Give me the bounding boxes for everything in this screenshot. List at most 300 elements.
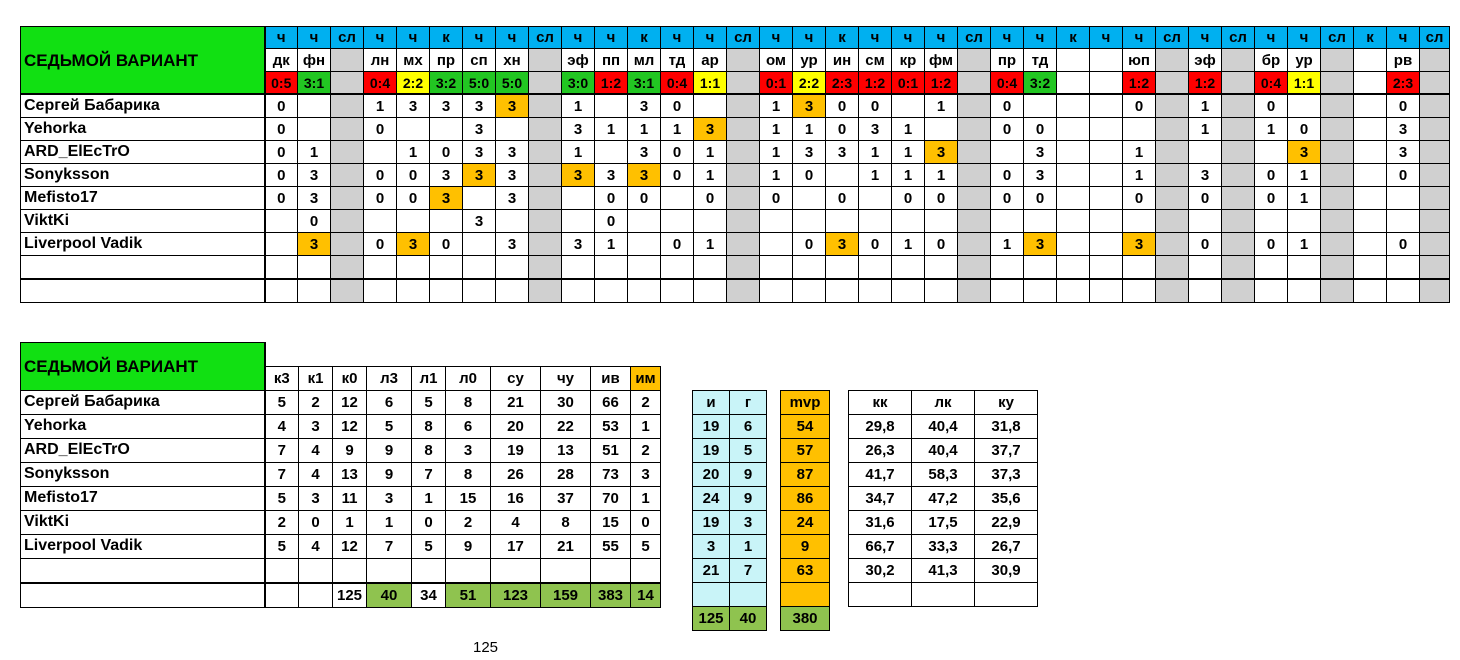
prediction-cell[interactable]: 0 (661, 233, 694, 256)
prediction-cell[interactable] (529, 233, 562, 256)
prediction-cell[interactable]: 0 (661, 94, 694, 118)
empty-cell[interactable] (1255, 256, 1288, 280)
prediction-cell[interactable]: 3 (496, 164, 529, 187)
prediction-cell[interactable] (397, 118, 430, 141)
empty-name-cell[interactable] (21, 279, 265, 303)
stat-cell[interactable]: 1 (333, 510, 367, 534)
prediction-cell[interactable]: 1 (298, 141, 331, 164)
empty-cell[interactable] (730, 583, 767, 607)
prediction-cell[interactable] (529, 164, 562, 187)
ig-cell[interactable]: 5 (730, 439, 767, 463)
prediction-cell[interactable]: 0 (1123, 94, 1156, 118)
prediction-cell[interactable]: 0 (595, 187, 628, 210)
prediction-cell[interactable]: 3 (496, 233, 529, 256)
prediction-cell[interactable] (265, 210, 298, 233)
stat-cell[interactable]: 8 (541, 510, 591, 534)
prediction-cell[interactable]: 3 (628, 94, 661, 118)
prediction-cell[interactable]: 1 (892, 141, 925, 164)
prediction-cell[interactable] (958, 187, 991, 210)
prediction-cell[interactable] (1288, 94, 1321, 118)
k-cell[interactable]: 40,4 (912, 415, 975, 439)
stat-cell[interactable]: 2 (265, 510, 299, 534)
empty-cell[interactable] (793, 279, 826, 303)
stat-cell[interactable]: 1 (631, 486, 661, 510)
stat-cell[interactable]: 20 (491, 414, 541, 438)
prediction-cell[interactable] (529, 118, 562, 141)
k-cell[interactable]: 33,3 (912, 535, 975, 559)
stat-cell[interactable]: 51 (591, 438, 631, 462)
prediction-cell[interactable] (694, 94, 727, 118)
empty-cell[interactable] (727, 279, 760, 303)
prediction-cell[interactable]: 0 (1255, 233, 1288, 256)
mvp-cell[interactable]: 87 (781, 463, 830, 487)
prediction-cell[interactable]: 0 (364, 187, 397, 210)
empty-cell[interactable] (1288, 256, 1321, 280)
k-cell[interactable]: 37,7 (975, 439, 1038, 463)
stat-cell[interactable]: 4 (299, 534, 333, 558)
empty-cell[interactable] (925, 279, 958, 303)
empty-cell[interactable] (595, 256, 628, 280)
prediction-cell[interactable]: 1 (1288, 164, 1321, 187)
k-cell[interactable]: 17,5 (912, 511, 975, 535)
ig-cell[interactable]: 19 (693, 415, 730, 439)
empty-cell[interactable] (1321, 256, 1354, 280)
prediction-cell[interactable] (1222, 118, 1255, 141)
prediction-cell[interactable]: 0 (430, 141, 463, 164)
stat-cell[interactable]: 12 (333, 390, 367, 414)
player-name[interactable]: ViktKi (21, 210, 265, 233)
stat-cell[interactable]: 5 (412, 534, 446, 558)
k-cell[interactable]: 40,4 (912, 439, 975, 463)
prediction-cell[interactable]: 0 (595, 210, 628, 233)
stat-cell[interactable]: 9 (446, 534, 491, 558)
prediction-cell[interactable]: 3 (463, 94, 496, 118)
prediction-cell[interactable] (529, 141, 562, 164)
stat-cell[interactable]: 4 (299, 438, 333, 462)
prediction-cell[interactable]: 0 (265, 94, 298, 118)
stat-cell[interactable]: 12 (333, 414, 367, 438)
prediction-cell[interactable]: 3 (1024, 141, 1057, 164)
prediction-cell[interactable]: 0 (925, 187, 958, 210)
prediction-cell[interactable] (1321, 118, 1354, 141)
prediction-cell[interactable]: 0 (1189, 233, 1222, 256)
prediction-cell[interactable] (298, 94, 331, 118)
prediction-cell[interactable]: 0 (661, 164, 694, 187)
prediction-cell[interactable]: 0 (430, 233, 463, 256)
prediction-cell[interactable] (595, 94, 628, 118)
prediction-cell[interactable] (1420, 118, 1450, 141)
empty-cell[interactable] (331, 279, 364, 303)
prediction-cell[interactable]: 0 (694, 187, 727, 210)
prediction-cell[interactable]: 0 (1024, 187, 1057, 210)
k-cell[interactable]: 29,8 (849, 415, 912, 439)
prediction-cell[interactable] (529, 94, 562, 118)
prediction-cell[interactable]: 0 (265, 164, 298, 187)
mvp-cell[interactable]: 86 (781, 487, 830, 511)
prediction-cell[interactable] (331, 187, 364, 210)
prediction-cell[interactable] (562, 210, 595, 233)
prediction-cell[interactable]: 0 (628, 187, 661, 210)
stat-cell[interactable]: 9 (367, 438, 412, 462)
prediction-cell[interactable] (298, 118, 331, 141)
prediction-cell[interactable] (1354, 94, 1387, 118)
prediction-cell[interactable] (958, 118, 991, 141)
stat-cell[interactable]: 0 (412, 510, 446, 534)
prediction-cell[interactable]: 3 (496, 94, 529, 118)
stat-cell[interactable]: 2 (299, 390, 333, 414)
stat-cell[interactable]: 26 (491, 462, 541, 486)
empty-cell[interactable] (1024, 256, 1057, 280)
prediction-cell[interactable] (1156, 187, 1189, 210)
stat-cell[interactable]: 8 (412, 438, 446, 462)
stat-cell[interactable]: 1 (367, 510, 412, 534)
stat-cell[interactable]: 7 (367, 534, 412, 558)
stat-cell[interactable]: 30 (541, 390, 591, 414)
prediction-cell[interactable]: 1 (694, 233, 727, 256)
prediction-cell[interactable]: 1 (760, 118, 793, 141)
stat-cell[interactable]: 19 (491, 438, 541, 462)
player-name[interactable]: Liverpool Vadik (21, 534, 265, 558)
prediction-cell[interactable]: 0 (1387, 233, 1420, 256)
prediction-cell[interactable] (1222, 164, 1255, 187)
prediction-cell[interactable]: 1 (760, 164, 793, 187)
empty-cell[interactable] (299, 558, 333, 583)
prediction-cell[interactable] (958, 141, 991, 164)
empty-cell[interactable] (430, 256, 463, 280)
prediction-cell[interactable] (1156, 141, 1189, 164)
stat-cell[interactable]: 17 (491, 534, 541, 558)
player-name[interactable]: Sonyksson (21, 462, 265, 486)
mvp-cell[interactable]: 63 (781, 559, 830, 583)
prediction-cell[interactable]: 3 (1123, 233, 1156, 256)
prediction-cell[interactable]: 0 (826, 118, 859, 141)
prediction-cell[interactable]: 3 (1387, 118, 1420, 141)
player-name[interactable]: Сергей Бабарика (21, 390, 265, 414)
prediction-cell[interactable]: 0 (265, 118, 298, 141)
prediction-cell[interactable]: 0 (760, 187, 793, 210)
prediction-cell[interactable]: 3 (298, 164, 331, 187)
prediction-cell[interactable] (1354, 187, 1387, 210)
stat-cell[interactable]: 13 (541, 438, 591, 462)
prediction-cell[interactable] (1024, 94, 1057, 118)
prediction-cell[interactable]: 0 (1024, 118, 1057, 141)
stat-cell[interactable]: 2 (631, 390, 661, 414)
prediction-cell[interactable] (1156, 233, 1189, 256)
prediction-cell[interactable] (1024, 210, 1057, 233)
k-cell[interactable]: 66,7 (849, 535, 912, 559)
prediction-cell[interactable] (793, 210, 826, 233)
prediction-cell[interactable] (727, 118, 760, 141)
prediction-cell[interactable] (1156, 94, 1189, 118)
prediction-cell[interactable]: 1 (892, 118, 925, 141)
prediction-cell[interactable] (1090, 94, 1123, 118)
prediction-cell[interactable] (1420, 94, 1450, 118)
stat-cell[interactable]: 15 (446, 486, 491, 510)
prediction-cell[interactable]: 3 (562, 164, 595, 187)
stat-cell[interactable]: 15 (591, 510, 631, 534)
prediction-cell[interactable]: 1 (760, 94, 793, 118)
empty-cell[interactable] (463, 279, 496, 303)
prediction-cell[interactable] (1156, 118, 1189, 141)
prediction-cell[interactable]: 1 (1288, 233, 1321, 256)
prediction-cell[interactable]: 1 (1189, 118, 1222, 141)
k-cell[interactable]: 31,6 (849, 511, 912, 535)
player-name[interactable]: Sonyksson (21, 164, 265, 187)
empty-cell[interactable] (826, 256, 859, 280)
prediction-cell[interactable]: 3 (595, 164, 628, 187)
prediction-cell[interactable] (1354, 210, 1387, 233)
prediction-cell[interactable] (529, 187, 562, 210)
prediction-cell[interactable]: 0 (1255, 187, 1288, 210)
prediction-cell[interactable]: 3 (1387, 141, 1420, 164)
player-name[interactable]: ViktKi (21, 510, 265, 534)
prediction-cell[interactable]: 1 (991, 233, 1024, 256)
prediction-cell[interactable] (727, 164, 760, 187)
prediction-cell[interactable] (958, 94, 991, 118)
prediction-cell[interactable]: 1 (694, 141, 727, 164)
prediction-cell[interactable]: 3 (463, 141, 496, 164)
k-cell[interactable]: 41,7 (849, 463, 912, 487)
prediction-cell[interactable] (1189, 210, 1222, 233)
prediction-cell[interactable] (1255, 210, 1288, 233)
empty-cell[interactable] (1354, 256, 1387, 280)
prediction-cell[interactable]: 0 (298, 210, 331, 233)
empty-cell[interactable] (1387, 279, 1420, 303)
empty-cell[interactable] (1420, 256, 1450, 280)
prediction-cell[interactable] (1057, 141, 1090, 164)
prediction-cell[interactable]: 3 (430, 164, 463, 187)
empty-cell[interactable] (430, 279, 463, 303)
prediction-cell[interactable] (331, 233, 364, 256)
prediction-cell[interactable] (1387, 187, 1420, 210)
empty-cell[interactable] (595, 279, 628, 303)
prediction-cell[interactable] (1387, 210, 1420, 233)
prediction-cell[interactable]: 0 (1387, 94, 1420, 118)
prediction-cell[interactable] (1057, 187, 1090, 210)
empty-cell[interactable] (991, 279, 1024, 303)
prediction-cell[interactable]: 3 (826, 233, 859, 256)
ig-cell[interactable]: 9 (730, 463, 767, 487)
prediction-cell[interactable]: 1 (1123, 141, 1156, 164)
prediction-cell[interactable] (1090, 118, 1123, 141)
empty-cell[interactable] (1156, 279, 1189, 303)
prediction-cell[interactable]: 3 (859, 118, 892, 141)
prediction-cell[interactable] (430, 118, 463, 141)
prediction-cell[interactable]: 3 (430, 94, 463, 118)
prediction-cell[interactable] (1354, 233, 1387, 256)
empty-cell[interactable] (892, 256, 925, 280)
prediction-cell[interactable] (1057, 94, 1090, 118)
prediction-cell[interactable]: 3 (1189, 164, 1222, 187)
ig-cell[interactable]: 7 (730, 559, 767, 583)
empty-cell[interactable] (298, 256, 331, 280)
empty-cell[interactable] (859, 256, 892, 280)
prediction-cell[interactable] (1090, 164, 1123, 187)
prediction-cell[interactable]: 1 (892, 164, 925, 187)
k-cell[interactable]: 31,8 (975, 415, 1038, 439)
empty-cell[interactable] (628, 279, 661, 303)
prediction-cell[interactable]: 1 (397, 141, 430, 164)
stat-cell[interactable]: 5 (631, 534, 661, 558)
prediction-cell[interactable]: 3 (793, 141, 826, 164)
stat-cell[interactable]: 70 (591, 486, 631, 510)
prediction-cell[interactable] (331, 141, 364, 164)
stat-cell[interactable]: 5 (265, 486, 299, 510)
prediction-cell[interactable]: 1 (562, 141, 595, 164)
prediction-cell[interactable]: 0 (661, 141, 694, 164)
empty-cell[interactable] (367, 558, 412, 583)
stat-cell[interactable]: 5 (412, 390, 446, 414)
empty-cell[interactable] (892, 279, 925, 303)
prediction-cell[interactable]: 1 (364, 94, 397, 118)
prediction-cell[interactable]: 0 (826, 187, 859, 210)
prediction-cell[interactable] (1420, 187, 1450, 210)
ig-cell[interactable]: 19 (693, 439, 730, 463)
prediction-cell[interactable] (463, 187, 496, 210)
prediction-cell[interactable] (925, 210, 958, 233)
empty-cell[interactable] (760, 279, 793, 303)
prediction-cell[interactable] (727, 210, 760, 233)
prediction-cell[interactable]: 1 (760, 141, 793, 164)
prediction-cell[interactable] (1090, 210, 1123, 233)
prediction-cell[interactable] (1420, 164, 1450, 187)
prediction-cell[interactable] (1420, 210, 1450, 233)
prediction-cell[interactable] (1321, 233, 1354, 256)
stat-cell[interactable]: 11 (333, 486, 367, 510)
empty-cell[interactable] (446, 558, 491, 583)
prediction-cell[interactable]: 0 (265, 141, 298, 164)
prediction-cell[interactable]: 3 (430, 187, 463, 210)
empty-cell[interactable] (496, 256, 529, 280)
stat-cell[interactable]: 1 (412, 486, 446, 510)
prediction-cell[interactable]: 3 (397, 94, 430, 118)
prediction-cell[interactable] (826, 164, 859, 187)
ig-cell[interactable]: 3 (730, 511, 767, 535)
empty-cell[interactable] (1057, 256, 1090, 280)
k-cell[interactable]: 37,3 (975, 463, 1038, 487)
empty-cell[interactable] (694, 279, 727, 303)
prediction-cell[interactable] (1156, 164, 1189, 187)
k-cell[interactable]: 30,2 (849, 559, 912, 583)
mvp-cell[interactable]: 54 (781, 415, 830, 439)
prediction-cell[interactable]: 3 (298, 233, 331, 256)
prediction-cell[interactable]: 1 (1288, 187, 1321, 210)
prediction-cell[interactable] (991, 210, 1024, 233)
stat-cell[interactable]: 4 (299, 462, 333, 486)
prediction-cell[interactable]: 0 (1387, 164, 1420, 187)
stat-cell[interactable]: 3 (299, 486, 333, 510)
prediction-cell[interactable] (496, 118, 529, 141)
k-cell[interactable]: 26,3 (849, 439, 912, 463)
prediction-cell[interactable]: 0 (859, 94, 892, 118)
empty-cell[interactable] (1189, 256, 1222, 280)
prediction-cell[interactable] (1189, 141, 1222, 164)
prediction-cell[interactable] (760, 233, 793, 256)
stat-cell[interactable]: 16 (491, 486, 541, 510)
prediction-cell[interactable]: 1 (562, 94, 595, 118)
empty-cell[interactable] (1090, 279, 1123, 303)
prediction-cell[interactable] (1288, 210, 1321, 233)
player-name[interactable]: ARD_ElEcTrO (21, 141, 265, 164)
empty-cell[interactable] (1189, 279, 1222, 303)
prediction-cell[interactable] (1222, 233, 1255, 256)
empty-cell[interactable] (397, 279, 430, 303)
prediction-cell[interactable] (1354, 164, 1387, 187)
prediction-cell[interactable]: 1 (694, 164, 727, 187)
prediction-cell[interactable] (1420, 141, 1450, 164)
empty-cell[interactable] (793, 256, 826, 280)
empty-cell[interactable] (541, 558, 591, 583)
prediction-cell[interactable]: 3 (463, 164, 496, 187)
empty-cell[interactable] (463, 256, 496, 280)
prediction-cell[interactable]: 1 (1255, 118, 1288, 141)
prediction-cell[interactable]: 0 (859, 233, 892, 256)
player-name[interactable]: Сергей Бабарика (21, 94, 265, 118)
k-cell[interactable]: 30,9 (975, 559, 1038, 583)
empty-cell[interactable] (1123, 279, 1156, 303)
prediction-cell[interactable] (496, 210, 529, 233)
empty-cell[interactable] (1222, 279, 1255, 303)
prediction-cell[interactable]: 0 (991, 118, 1024, 141)
stat-cell[interactable]: 6 (367, 390, 412, 414)
prediction-cell[interactable]: 1 (1123, 164, 1156, 187)
prediction-cell[interactable] (628, 210, 661, 233)
prediction-cell[interactable] (859, 210, 892, 233)
stat-cell[interactable]: 5 (265, 390, 299, 414)
prediction-cell[interactable]: 3 (496, 141, 529, 164)
k-cell[interactable]: 34,7 (849, 487, 912, 511)
stat-cell[interactable]: 2 (446, 510, 491, 534)
stat-cell[interactable]: 8 (446, 462, 491, 486)
prediction-cell[interactable] (661, 187, 694, 210)
prediction-cell[interactable] (1222, 141, 1255, 164)
prediction-cell[interactable] (1090, 233, 1123, 256)
prediction-cell[interactable] (331, 94, 364, 118)
empty-cell[interactable] (661, 256, 694, 280)
prediction-cell[interactable] (1321, 141, 1354, 164)
prediction-cell[interactable] (694, 210, 727, 233)
prediction-cell[interactable] (1090, 187, 1123, 210)
stat-cell[interactable]: 3 (299, 414, 333, 438)
prediction-cell[interactable] (727, 187, 760, 210)
k-cell[interactable]: 58,3 (912, 463, 975, 487)
stat-cell[interactable]: 8 (446, 390, 491, 414)
prediction-cell[interactable]: 1 (661, 118, 694, 141)
stat-cell[interactable]: 55 (591, 534, 631, 558)
empty-cell[interactable] (1354, 279, 1387, 303)
empty-cell[interactable] (661, 279, 694, 303)
prediction-cell[interactable] (1321, 210, 1354, 233)
prediction-cell[interactable] (364, 210, 397, 233)
prediction-cell[interactable]: 0 (1189, 187, 1222, 210)
prediction-cell[interactable] (1354, 118, 1387, 141)
mvp-cell[interactable]: 24 (781, 511, 830, 535)
prediction-cell[interactable] (1222, 187, 1255, 210)
ig-cell[interactable]: 9 (730, 487, 767, 511)
empty-cell[interactable] (562, 256, 595, 280)
empty-cell[interactable] (591, 558, 631, 583)
prediction-cell[interactable] (1354, 141, 1387, 164)
empty-cell[interactable] (1420, 279, 1450, 303)
stat-cell[interactable]: 7 (412, 462, 446, 486)
empty-cell[interactable] (1288, 279, 1321, 303)
stat-cell[interactable]: 12 (333, 534, 367, 558)
stat-cell[interactable]: 21 (491, 390, 541, 414)
empty-cell[interactable] (1024, 279, 1057, 303)
prediction-cell[interactable]: 3 (298, 187, 331, 210)
empty-cell[interactable] (1123, 256, 1156, 280)
prediction-cell[interactable]: 3 (1288, 141, 1321, 164)
